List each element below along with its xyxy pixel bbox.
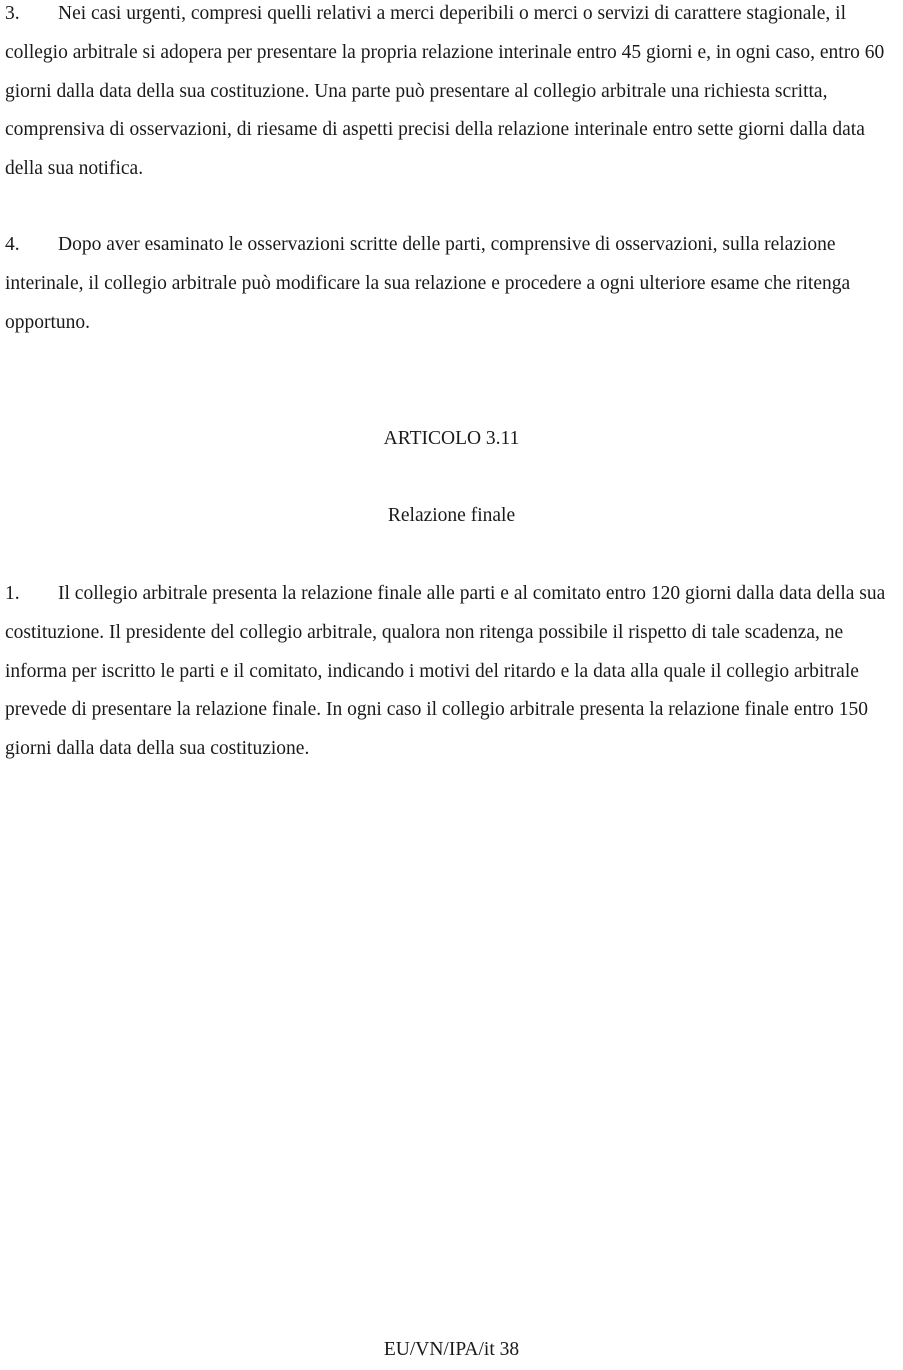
paragraph-number: 1.: [5, 583, 20, 604]
page-footer: EU/VN/IPA/it 38: [383, 1339, 520, 1360]
paragraph-3: [5, 0, 900, 189]
paragraph-text: Nei casi urgenti, compresi quelli relativi a merci deperibili o merci o servizi di carattere stagionale, il collegio arbitrale si adopera per presentare la propria relazione interinale entro 45 giorni e, in ogni caso, entro 60 giorni dalla data della sua costituzione. Una parte può presentare al collegio arbitrale una richiesta scritta, comprensiva di osservazioni, di riesame di aspetti precisi della relazione interinale entro sette giorni dalla data della sua notifica.: [5, 3, 885, 180]
paragraph-text: Il collegio arbitrale presenta la relazione finale alle parti e al comitato entro 120 giorni dalla data della sua costituzione. Il presidente del collegio arbitrale, qualora non ritenga possibile il rispetto di tale scadenza, ne informa per iscritto le parti e il comitato, indicando i motivi del ritardo e la data alla quale il collegio arbitrale prevede di presentare la relazione finale. In ogni caso il collegio arbitrale presenta la relazione finale entro 150 giorni dalla data della sua costituzione.: [5, 583, 886, 760]
article-title: ARTICOLO 3.11: [383, 428, 520, 449]
paragraph-number: 3.: [5, 3, 20, 24]
paragraph-text: Dopo aver esaminato le osservazioni scritte delle parti, comprensive di osservazioni, sulla relazione interinale, il collegio arbitrale può modificare la sua relazione e procedere a ogni ulteriore esame che ritenga opportuno.: [5, 234, 851, 333]
paragraph-1: [5, 575, 900, 769]
paragraph-number: 4.: [5, 234, 20, 255]
paragraph-4: [5, 226, 900, 342]
article-subtitle: Relazione finale: [387, 505, 516, 526]
